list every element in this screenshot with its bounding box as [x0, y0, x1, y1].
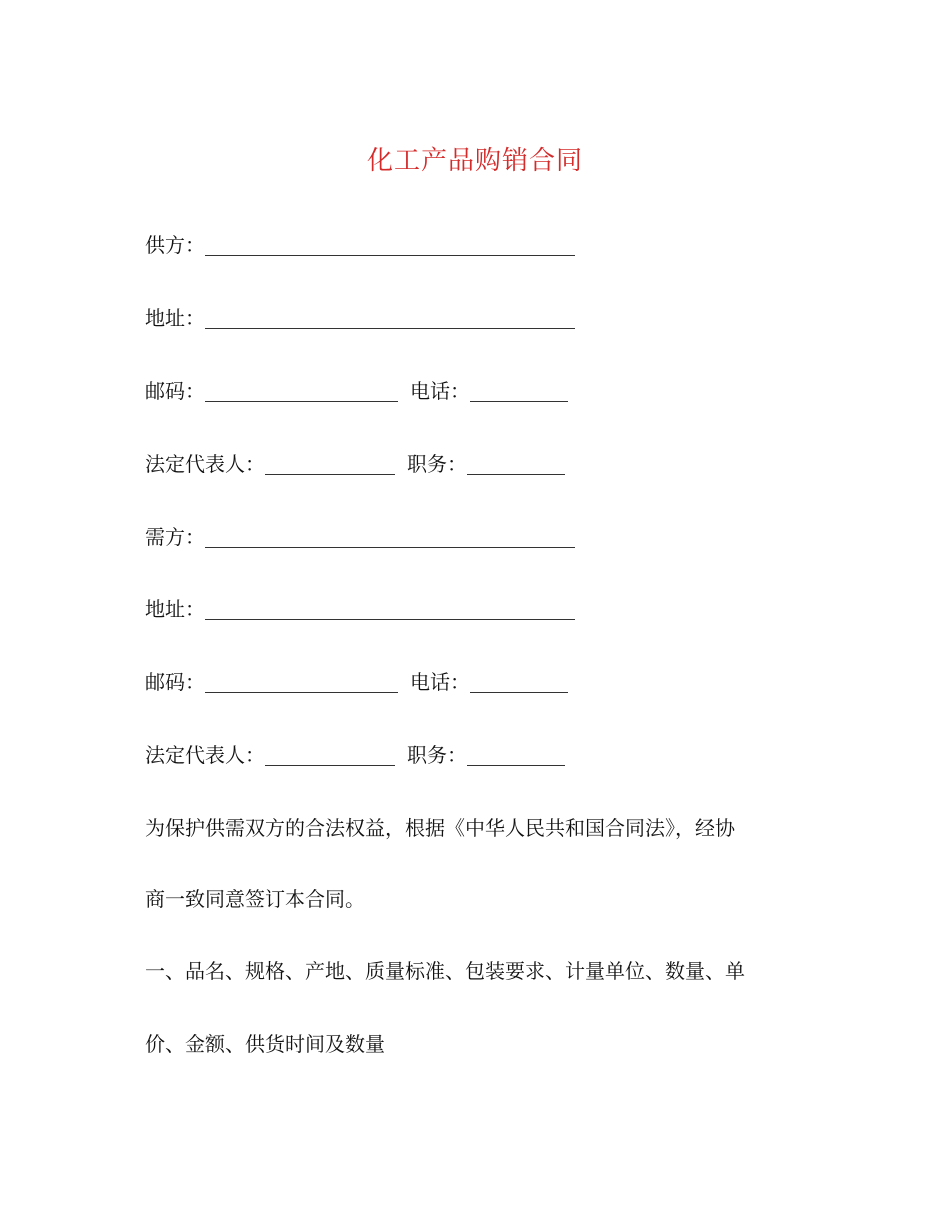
buyer-contact-row [145, 667, 568, 697]
buyer-position-field[interactable] [467, 743, 565, 766]
buyer-postcode-field[interactable] [205, 670, 398, 693]
buyer-phone-field[interactable] [470, 670, 568, 693]
buyer-postcode-label: 邮码： [145, 670, 205, 694]
buyer-address-row [145, 594, 575, 624]
supplier-phone-field[interactable] [470, 379, 568, 402]
supplier-rep-field[interactable] [265, 452, 395, 475]
supplier-postcode-field[interactable] [205, 379, 398, 402]
supplier-address-label: 地址： [145, 306, 205, 330]
buyer-party-field[interactable] [205, 525, 575, 548]
supplier-party-label: 供方： [145, 233, 205, 257]
buyer-party-row [145, 522, 575, 552]
section-1-heading-line-2: 价、金额、供货时间及数量 [145, 1032, 385, 1056]
buyer-rep-row [145, 740, 565, 770]
supplier-party-field[interactable] [205, 233, 575, 256]
supplier-rep-label: 法定代表人： [145, 452, 265, 476]
buyer-phone-label: 电话： [410, 670, 470, 694]
supplier-position-field[interactable] [467, 452, 565, 475]
supplier-address-field[interactable] [205, 306, 575, 329]
supplier-postcode-label: 邮码： [145, 379, 205, 403]
buyer-address-field[interactable] [205, 597, 575, 620]
supplier-rep-row [145, 449, 565, 479]
supplier-position-label: 职务： [407, 452, 467, 476]
contract-title: 化工产品购销合同 [366, 146, 583, 176]
supplier-contact-row [145, 376, 568, 406]
buyer-rep-label: 法定代表人： [145, 743, 265, 767]
buyer-rep-field[interactable] [265, 743, 395, 766]
preamble-line-1: 为保护供需双方的合法权益，根据《中华人民共和国合同法》，经协 [145, 816, 735, 840]
buyer-party-label: 需方： [145, 525, 205, 549]
supplier-phone-label: 电话： [410, 379, 470, 403]
buyer-address-label: 地址： [145, 597, 205, 621]
section-1-heading-line-1: 一、品名、规格、产地、质量标准、包装要求、计量单位、数量、单 [145, 959, 745, 983]
preamble-line-2: 商一致同意签订本合同。 [145, 887, 365, 911]
supplier-party-row [145, 230, 575, 260]
buyer-position-label: 职务： [407, 743, 467, 767]
supplier-address-row [145, 303, 575, 333]
